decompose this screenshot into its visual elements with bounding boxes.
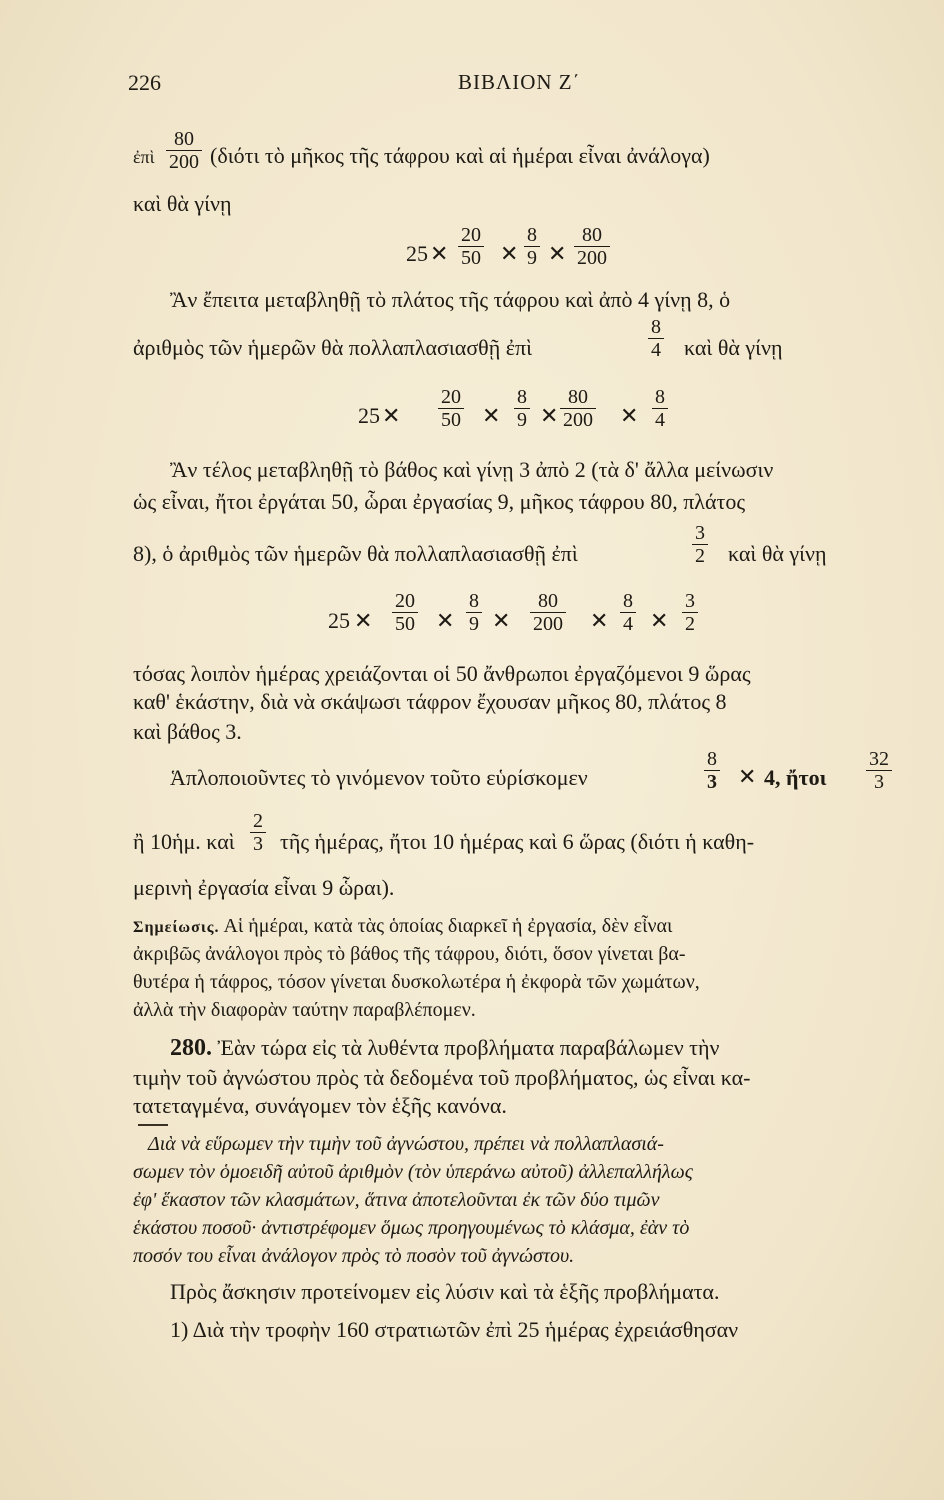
- times-sign: ✕: [590, 608, 609, 633]
- denominator: 200: [560, 408, 596, 431]
- text-line: καὶ θὰ γίνῃ: [684, 335, 783, 360]
- text-line: καὶ θὰ γίνῃ: [133, 191, 232, 216]
- note-line: ἀλλὰ τὴν διαφορὰν ταύτην παραβλέπομεν.: [133, 999, 476, 1021]
- numerator: 32: [869, 748, 889, 770]
- text-line: 8), ὁ ἀριθμὸς τῶν ἡμερῶν θὰ πολλαπλασιασθῇ ἐπὶ: [133, 541, 578, 566]
- fraction: [392, 590, 418, 635]
- times-sign: ✕: [650, 608, 669, 633]
- text-line: 1) Διὰ τὴν τροφὴν 160 στρατιωτῶν ἐπὶ 25 ἡμέρας ἐχρειάσθησαν: [170, 1317, 739, 1342]
- text-fragment: ἐπὶ: [133, 147, 155, 167]
- note-line: [133, 912, 672, 942]
- text-line: τιμὴν τοῦ ἀγνώστου πρὸς τὰ δεδομένα τοῦ προβλήματος, ὡς εἶναι κα-: [133, 1065, 751, 1090]
- text-line: καθ' ἑκάστην, διὰ νὰ σκάψωσι τάφρον ἔχουσαν μῆκος 80, πλάτος 8: [133, 689, 727, 714]
- numerator: 3: [695, 522, 705, 544]
- coefficient: 25: [328, 608, 350, 633]
- fraction: [524, 224, 540, 269]
- note-line: ἀκριβῶς ἀνάλογοι πρὸς τὸ βάθος τῆς τάφρου, διότι, ὅσον γίνεται βα-: [133, 943, 686, 965]
- times-sign: ✕: [436, 608, 455, 633]
- rule-line: σωμεν τὸν ὁμοειδῆ αὐτοῦ ἀριθμὸν (τὸν ὑπεράνω αὐτοῦ) ἀλλεπαλλήλως: [133, 1161, 693, 1183]
- text-line: ἢ 10ἡμ. καὶ: [133, 829, 235, 854]
- text-line: ὡς εἶναι, ἤτοι ἐργάται 50, ὧραι ἐργασίας 9, μῆκος τάφρου 80, πλάτος: [133, 489, 746, 514]
- times-sign: ✕: [738, 764, 757, 789]
- denominator: 2: [692, 544, 708, 567]
- text-line: μερινὴ ἐργασία εἶναι 9 ὧραι).: [133, 875, 395, 900]
- times-sign: ✕: [382, 403, 401, 428]
- rule-line: ἐφ' ἕκαστον τῶν κλασμάτων, ἅτινα ἀποτελοῦνται ἐκ τῶν δύο τιμῶν: [133, 1189, 660, 1211]
- short-rule: [138, 1124, 168, 1126]
- numerator: 8: [517, 386, 527, 408]
- fraction: [458, 224, 484, 269]
- section-text: Ἐὰν τώρα εἰς τὰ λυθέντα προβλήματα παραβάλωμεν τὴν: [217, 1035, 720, 1060]
- text-line: τόσας λοιπὸν ἡμέρας χρειάζονται οἱ 50 ἄνθρωποι ἐργαζόμενοι 9 ὥρας: [133, 661, 751, 686]
- fraction: [466, 590, 482, 635]
- denominator: 4: [620, 612, 636, 635]
- text-line: Ἂν τέλος μεταβληθῇ τὸ βάθος καὶ γίνῃ 3 ἀπὸ 2 (τὰ δ' ἄλλα μείνωσιν: [170, 457, 774, 482]
- numerator: 20: [395, 590, 415, 612]
- fraction: [682, 590, 698, 635]
- times-sign: ✕: [430, 241, 449, 266]
- denominator: 50: [392, 612, 418, 635]
- denominator: 4: [648, 338, 664, 361]
- times-sign: ✕: [492, 608, 511, 633]
- coefficient: 25: [406, 241, 428, 266]
- text-line: καὶ βάθος 3.: [133, 719, 242, 744]
- text-line: Ἂν ἔπειτα μεταβληθῇ τὸ πλάτος τῆς τάφρου καὶ ἀπὸ 4 γίνῃ 8, ὁ: [170, 287, 731, 312]
- times-sign: ✕: [620, 403, 639, 428]
- fraction: [438, 386, 464, 431]
- denominator: 50: [458, 246, 484, 269]
- fraction: [560, 386, 596, 431]
- numerator: 20: [461, 224, 481, 246]
- fraction: [530, 590, 566, 635]
- section-280-line: [170, 1034, 719, 1062]
- denominator: 3: [866, 770, 892, 793]
- times-sign: ✕: [354, 608, 373, 633]
- numerator: 8: [651, 316, 661, 338]
- rule-line: Διὰ νὰ εὕρωμεν τὴν τιμὴν τοῦ ἀγνώστου, πρέπει νὰ πολλαπλασιά-: [148, 1133, 664, 1155]
- fraction: [514, 386, 530, 431]
- fraction: [620, 590, 636, 635]
- text-line: [133, 142, 155, 171]
- coefficient: 25: [358, 403, 380, 428]
- running-title: ΒΙΒΛΙΟΝ Ζ΄: [458, 70, 581, 94]
- numerator: 3: [685, 590, 695, 612]
- text-line: 4, ἤτοι: [764, 765, 827, 790]
- fraction: [166, 128, 202, 173]
- numerator: 8: [707, 748, 717, 770]
- denominator: 200: [530, 612, 566, 635]
- numerator: 2: [253, 810, 263, 832]
- text-line: (διότι τὸ μῆκος τῆς τάφρου καὶ αἱ ἡμέραι εἶναι ἀνάλογα): [210, 143, 710, 168]
- numerator: 80: [538, 590, 558, 612]
- text-line: ἀριθμὸς τῶν ἡμερῶν θὰ πολλαπλασιασθῇ ἐπὶ: [133, 335, 532, 360]
- fraction: [574, 224, 610, 269]
- fraction: [648, 316, 664, 361]
- times-sign: ✕: [540, 403, 559, 428]
- denominator: 200: [166, 150, 202, 173]
- numerator: 8: [623, 590, 633, 612]
- page-number: 226: [128, 70, 161, 95]
- numerator: 80: [582, 224, 602, 246]
- numerator: 8: [655, 386, 665, 408]
- fraction: [250, 810, 266, 855]
- note-text: Αἱ ἡμέραι, κατὰ τὰς ὁποίας διαρκεῖ ἡ ἐργασία, δὲν εἶναι: [223, 915, 673, 937]
- text-line: καὶ θὰ γίνῃ: [728, 541, 827, 566]
- text-line: Ἁπλοποιοῦντες τὸ γινόμενον τοῦτο εὑρίσκομεν: [170, 765, 588, 790]
- denominator: 3: [250, 832, 266, 855]
- denominator: 9: [466, 612, 482, 635]
- fraction: [692, 522, 708, 567]
- denominator: 4: [652, 408, 668, 431]
- text-line: τῆς ἡμέρας, ἤτοι 10 ἡμέρας καὶ 6 ὥρας (διότι ἡ καθη-: [280, 829, 755, 854]
- numerator: 8: [469, 590, 479, 612]
- text-line: Πρὸς ἄσκησιν προτείνομεν εἰς λύσιν καὶ τὰ ἑξῆς προβλήματα.: [170, 1279, 720, 1304]
- rule-line: ποσόν του εἶναι ἀνάλογον πρὸς τὸ ποσὸν τοῦ ἀγνώστου.: [133, 1245, 575, 1267]
- times-sign: ✕: [548, 241, 567, 266]
- times-sign: ✕: [482, 403, 501, 428]
- fraction: [652, 386, 668, 431]
- fraction: [704, 748, 720, 793]
- numerator: 8: [527, 224, 537, 246]
- section-number: 280.: [170, 1035, 212, 1061]
- numerator: 80: [568, 386, 588, 408]
- fraction: [866, 748, 892, 793]
- times-sign: ✕: [500, 241, 519, 266]
- denominator: 200: [574, 246, 610, 269]
- rule-line: ἑκάστου ποσοῦ· ἀντιστρέφομεν ὅμως προηγουμένως τὸ κλάσμα, ἐὰν τὸ: [133, 1217, 690, 1239]
- denominator: 9: [524, 246, 540, 269]
- numerator: 80: [174, 128, 194, 150]
- note-line: θυτέρα ἡ τάφρος, τόσον γίνεται δυσκολωτέρα ἡ ἐκφορὰ τῶν χωμάτων,: [133, 971, 700, 993]
- note-label: Σημείωσις.: [133, 919, 220, 936]
- numerator: 20: [441, 386, 461, 408]
- denominator: 9: [514, 408, 530, 431]
- text-line: τατεταγμένα, συνάγομεν τὸν ἑξῆς κανόνα.: [133, 1093, 507, 1118]
- denominator: 3: [704, 770, 720, 793]
- denominator: 50: [438, 408, 464, 431]
- denominator: 2: [682, 612, 698, 635]
